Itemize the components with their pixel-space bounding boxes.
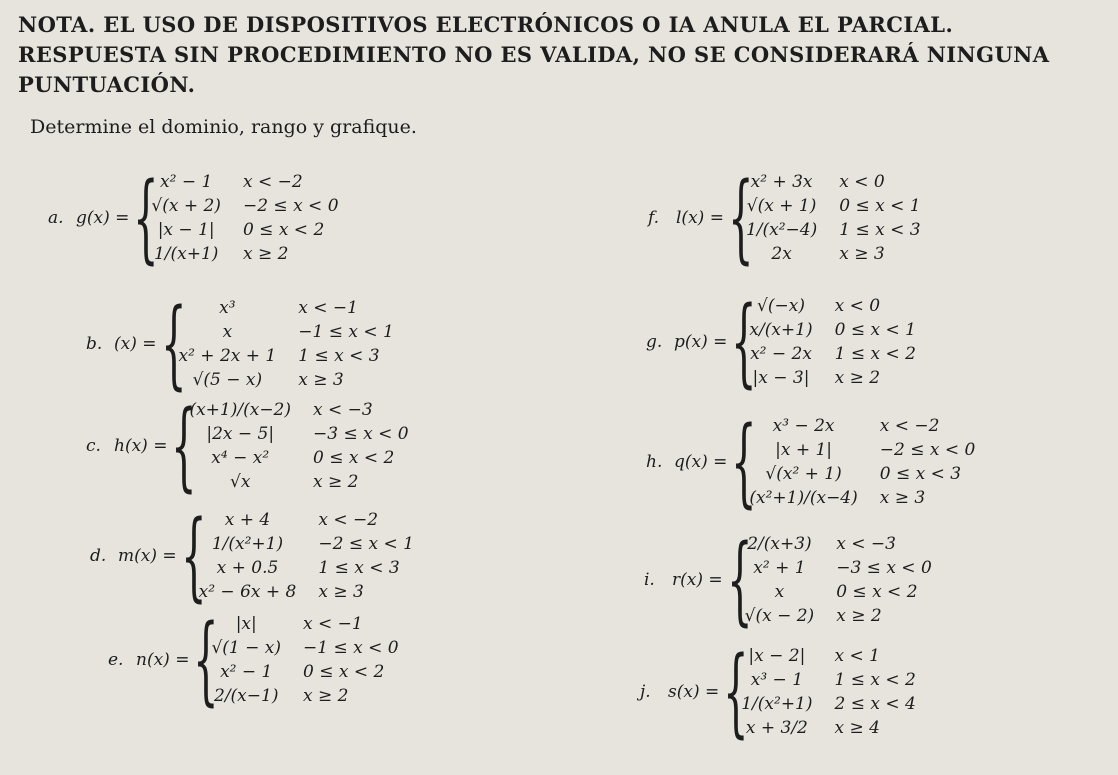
case-expr: |x|	[235, 614, 257, 634]
problem-letter: d.	[90, 546, 107, 566]
function-name: m(x) =	[118, 546, 177, 566]
case-cond: x < −3	[313, 400, 373, 420]
brace: {	[727, 162, 754, 274]
case-cond: 1 ≤ x < 3	[839, 220, 921, 240]
case-expr: x² − 2x	[750, 344, 812, 364]
case-expr: x² − 6x + 8	[198, 582, 297, 602]
case-expr: |x − 2|	[748, 646, 806, 666]
function-name: g(x) =	[76, 208, 130, 228]
problem-j	[640, 636, 916, 748]
problem-f	[648, 162, 921, 274]
case-expr: 1/(x+1)	[153, 244, 219, 264]
case-cond: −1 ≤ x < 0	[303, 638, 399, 658]
piecewise-cases	[211, 612, 398, 708]
brace: {	[726, 524, 753, 636]
case-expr: √(−x)	[757, 296, 805, 316]
case-cond: −2 ≤ x < 0	[242, 196, 339, 216]
case-expr: |x + 1|	[775, 440, 833, 460]
case-expr: x³ − 1	[750, 670, 804, 690]
brace: {	[731, 286, 758, 398]
case-cond: x < −2	[879, 416, 940, 436]
piecewise-cases	[746, 170, 921, 266]
problem-d	[90, 500, 414, 612]
case-expr: x + 0.5	[216, 558, 279, 578]
problem-g	[646, 286, 916, 398]
case-cond: 0 ≤ x < 2	[303, 662, 385, 682]
piecewise-cases	[189, 398, 408, 494]
case-cond: −3 ≤ x < 0	[836, 558, 932, 578]
case-cond: x ≥ 3	[318, 582, 364, 602]
case-cond: −3 ≤ x < 0	[313, 424, 409, 444]
case-expr: x² − 1	[220, 662, 273, 682]
case-cond: −2 ≤ x < 1	[318, 534, 414, 554]
case-cond: x < −2	[242, 172, 303, 192]
case-cond: x ≥ 2	[303, 686, 349, 706]
problem-letter: j.	[640, 682, 651, 702]
function-name: s(x) =	[668, 682, 720, 702]
case-expr: √(x + 2)	[151, 196, 221, 216]
case-expr: x⁴ − x²	[211, 448, 270, 468]
function-name: (x) =	[114, 334, 157, 354]
case-expr: 2/(x+3)	[747, 534, 812, 554]
case-expr: x³	[219, 298, 236, 318]
case-cond: 0 ≤ x < 2	[313, 448, 395, 468]
case-cond: x < −1	[298, 298, 358, 318]
case-expr: 1/(x²+1)	[741, 694, 813, 714]
case-expr: (x²+1)/(x−4)	[749, 488, 858, 508]
case-cond: x ≥ 2	[836, 606, 882, 626]
problem-e	[108, 604, 399, 716]
case-cond: 0 ≤ x < 2	[242, 220, 325, 240]
case-cond: x < −2	[318, 510, 379, 530]
case-cond: 1 ≤ x < 2	[834, 670, 916, 690]
case-expr: √(x + 1)	[746, 196, 817, 216]
brace: {	[193, 604, 220, 716]
piecewise-cases	[749, 414, 975, 510]
piecewise-cases	[749, 294, 916, 390]
case-cond: x ≥ 3	[839, 244, 885, 264]
case-cond: −1 ≤ x < 1	[298, 322, 394, 342]
case-expr: √x	[230, 472, 251, 492]
case-expr: x + 4	[224, 510, 271, 530]
case-cond: 2 ≤ x < 4	[834, 694, 916, 714]
case-cond: x < −3	[836, 534, 896, 554]
case-expr: 2x	[771, 244, 792, 264]
case-expr: x² + 1	[753, 558, 806, 578]
problem-a	[48, 162, 339, 274]
case-cond: 0 ≤ x < 1	[834, 320, 916, 340]
brace: {	[133, 162, 160, 274]
case-cond: 0 ≤ x < 2	[836, 582, 918, 602]
case-expr: 2/(x−1)	[214, 686, 279, 706]
piecewise-cases	[151, 170, 338, 266]
case-expr: 1/(x²−4)	[745, 220, 818, 240]
piecewise-cases	[179, 296, 394, 392]
problem-letter: g.	[646, 332, 663, 352]
case-expr: x + 3/2	[745, 718, 808, 738]
brace: {	[723, 636, 749, 748]
case-cond: x < −1	[303, 614, 363, 634]
case-expr: x	[774, 582, 785, 602]
problem-letter: c.	[86, 436, 101, 456]
case-cond: x < 0	[834, 296, 881, 316]
case-cond: 1 ≤ x < 3	[318, 558, 400, 578]
problem-letter: a.	[48, 208, 64, 228]
case-expr: √(5 − x)	[192, 370, 263, 390]
instruction: Determine el dominio, rango y grafique.	[30, 116, 417, 138]
case-cond: 0 ≤ x < 3	[879, 464, 962, 484]
case-expr: x² − 1	[160, 172, 213, 192]
case-expr: (x+1)/(x−2)	[189, 400, 292, 420]
case-expr: |x − 1|	[157, 220, 215, 240]
piecewise-cases	[745, 532, 932, 628]
problem-b	[86, 288, 394, 400]
case-cond: 1 ≤ x < 3	[298, 346, 380, 366]
case-expr: x² + 3x	[750, 172, 813, 192]
piecewise-cases	[199, 508, 414, 604]
case-cond: −2 ≤ x < 0	[879, 440, 976, 460]
case-cond: 1 ≤ x < 2	[834, 344, 916, 364]
case-cond: x ≥ 4	[834, 718, 880, 738]
case-expr: |x − 3|	[752, 368, 810, 388]
case-expr: x/(x+1)	[749, 320, 813, 340]
function-name: h(x) =	[114, 436, 168, 456]
case-cond: x ≥ 2	[242, 244, 289, 264]
case-expr: 1/(x²+1)	[211, 534, 284, 554]
brace: {	[180, 500, 207, 612]
problem-letter: b.	[86, 334, 103, 354]
brace: {	[731, 406, 758, 518]
piecewise-cases	[741, 644, 916, 740]
function-name: q(x) =	[674, 452, 728, 472]
case-expr: √(x − 2)	[744, 606, 815, 626]
function-name: p(x) =	[674, 332, 728, 352]
case-cond: x < 1	[834, 646, 880, 666]
case-expr: |2x − 5|	[206, 424, 275, 444]
case-cond: 0 ≤ x < 1	[839, 196, 921, 216]
case-expr: x³ − 2x	[772, 416, 835, 436]
function-name: n(x) =	[136, 650, 190, 670]
problem-letter: f.	[648, 208, 660, 228]
case-cond: x < 0	[839, 172, 885, 192]
case-cond: x ≥ 2	[313, 472, 359, 492]
case-expr: √(x² + 1)	[765, 464, 842, 484]
problem-i	[644, 524, 932, 636]
brace: {	[160, 288, 187, 400]
case-expr: x	[222, 322, 233, 342]
case-cond: x ≥ 2	[834, 368, 881, 388]
case-expr: √(1 − x)	[211, 638, 282, 658]
problem-letter: h.	[646, 452, 663, 472]
problem-h	[646, 406, 976, 518]
function-name: l(x) =	[676, 208, 724, 228]
problem-letter: i.	[644, 570, 655, 590]
brace: {	[171, 390, 198, 502]
case-expr: x² + 2x + 1	[178, 346, 277, 366]
problem-c	[86, 390, 409, 502]
case-cond: x ≥ 3	[879, 488, 926, 508]
case-cond: x ≥ 3	[298, 370, 344, 390]
problem-letter: e.	[108, 650, 124, 670]
exam-note: NOTA. EL USO DE DISPOSITIVOS ELECTRÓNICOS O IA ANULA EL PARCIAL. RESPUESTA SIN PROCEDIMIENTO NO ES VALIDA, NO SE CONSIDERARÁ NINGUNA PUNTUACIÓN.	[18, 12, 1050, 97]
function-name: r(x) =	[672, 570, 723, 590]
